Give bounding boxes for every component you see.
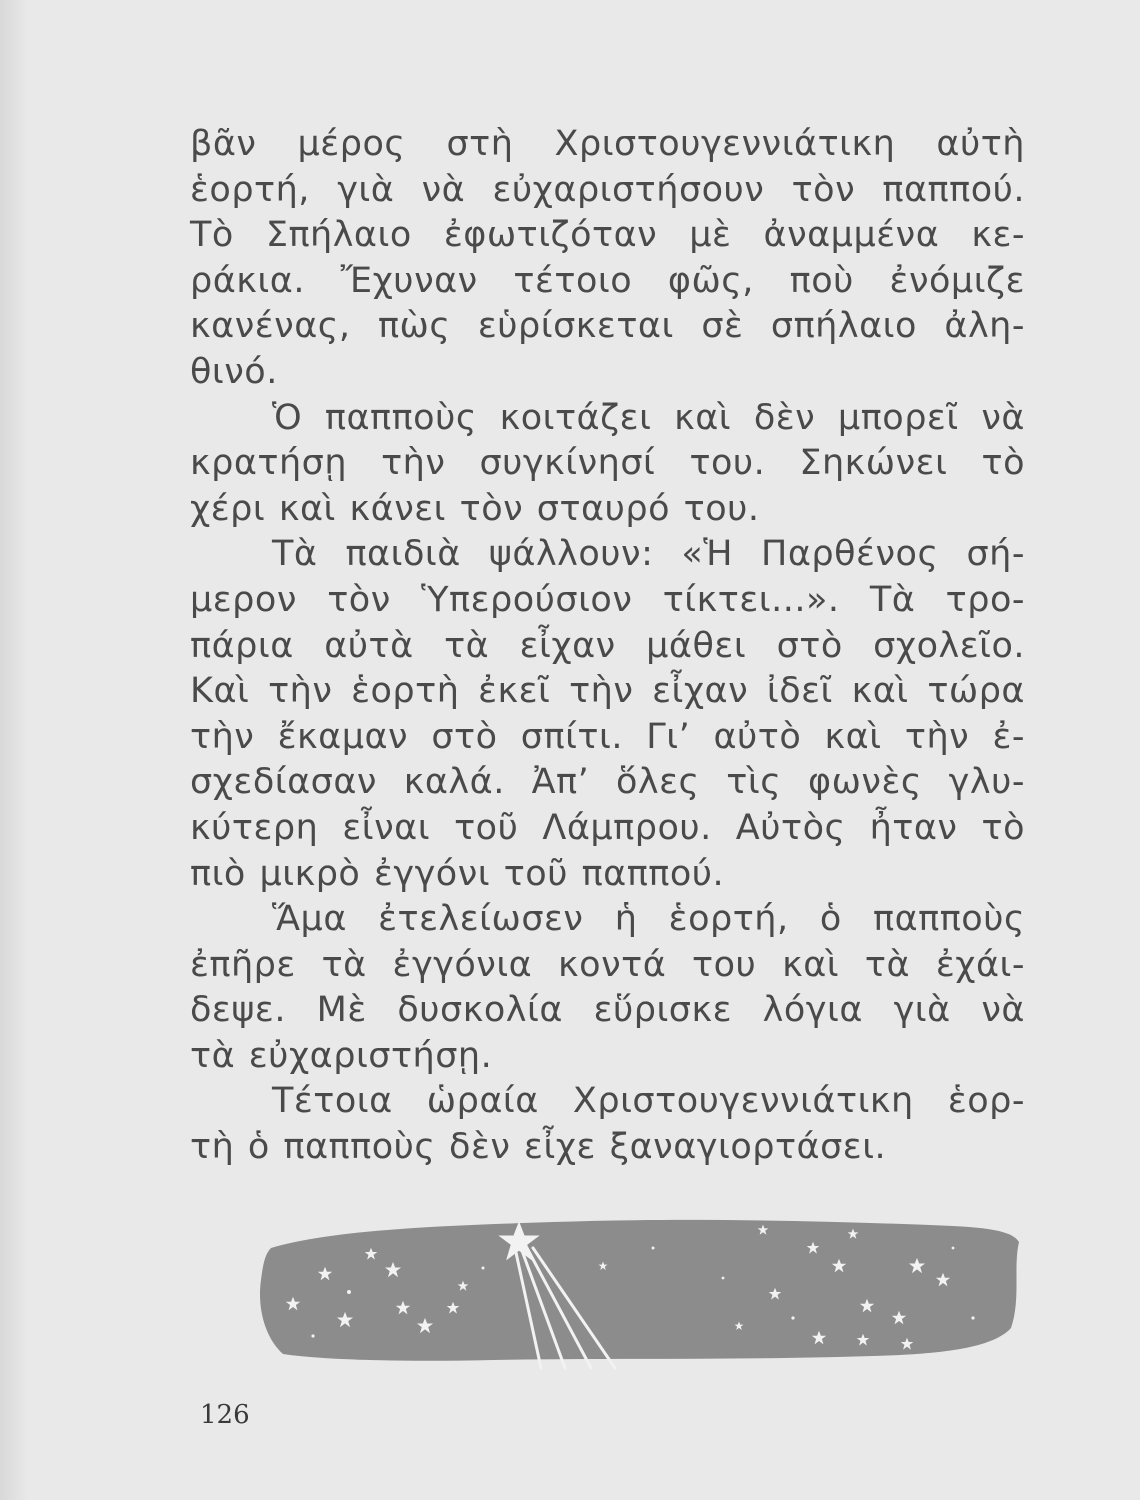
- starry-night-banner: [253, 1208, 1023, 1373]
- text-line: κύτερη εἶναι τοῦ Λάμπρου. Αὐτὸς ἦταν τὸ: [190, 807, 1025, 848]
- text-line: Τέτοια ὡραία Χριστουγεννιάτικη ἑορ-: [272, 1081, 1025, 1122]
- page-number: 126: [200, 1400, 250, 1430]
- text-line: τὴ ὁ παπποὺς δὲν εἶχε ξαναγιορτάσει.: [190, 1127, 887, 1168]
- text-line: τὴν ἔκαμαν στὸ σπίτι. Γι’ αὐτὸ καὶ τὴν ἐ-: [190, 716, 1025, 757]
- text-line: θινό.: [190, 351, 278, 392]
- starry-night-comet-banner-icon: [253, 1208, 1023, 1373]
- text-line: βᾶν μέρος στὴ Χριστουγεννιάτικη αὐτὴ: [190, 124, 1025, 164]
- text-line: κρατήσῃ τὴν συγκίνησί του. Σηκώνει τὸ: [190, 443, 1025, 484]
- paragraph-3: [190, 532, 1025, 897]
- paragraph-5: [190, 1079, 1025, 1170]
- text-line: πάρια αὐτὰ τὰ εἶχαν μάθει στὸ σχολεῖο.: [190, 625, 1025, 666]
- text-line: δεψε. Μὲ δυσκολία εὕρισκε λόγια γιὰ νὰ: [190, 990, 1025, 1031]
- text-line: κανένας, πὼς εὑρίσκεται σὲ σπήλαιο ἀλη-: [190, 306, 1025, 347]
- text-line: Καὶ τὴν ἑορτὴ ἐκεῖ τὴν εἶχαν ἰδεῖ καὶ τώρα: [190, 671, 1025, 712]
- text-line: ἑορτή, γιὰ νὰ εὐχαριστήσουν τὸν παππού.: [190, 169, 1025, 210]
- text-line: Τὸ Σπήλαιο ἐφωτιζόταν μὲ ἀναμμένα κε-: [190, 215, 1025, 256]
- body-text: [190, 122, 1025, 1171]
- text-line: Ὁ παπποὺς κοιτάζει καὶ δὲν μπορεῖ νὰ: [272, 397, 1025, 438]
- paragraph-4: [190, 897, 1025, 1079]
- text-line: τὰ εὐχαριστήσῃ.: [190, 1035, 493, 1076]
- text-line: χέρι καὶ κάνει τὸν σταυρό του.: [190, 488, 760, 529]
- text-line: πιὸ μικρὸ ἐγγόνι τοῦ παππού.: [190, 853, 725, 894]
- text-line: Ἅμα ἐτελείωσεν ἡ ἑορτή, ὁ παπποὺς: [272, 899, 1025, 940]
- text-line: ἐπῆρε τὰ ἐγγόνια κοντά του καὶ τὰ ἐχάι-: [190, 944, 1025, 985]
- text-line: ράκια. Ἔχυναν τέτοιο φῶς, ποὺ ἐνόμιζε: [190, 260, 1025, 301]
- page-edge-shadow: [0, 0, 28, 1500]
- banner-shape: [260, 1220, 1019, 1361]
- text-line: Τὰ παιδιὰ ψάλλουν: «Ἡ Παρθένος σή-: [272, 534, 1025, 575]
- text-line: μερον τὸν Ὑπερούσιον τίκτει...». Τὰ τρο-: [190, 579, 1025, 620]
- text-line: σχεδίασαν καλά. Ἀπ’ ὅλες τὶς φωνὲς γλυ-: [190, 762, 1025, 803]
- paragraph-1: [190, 122, 1025, 396]
- paragraph-2: [190, 396, 1025, 533]
